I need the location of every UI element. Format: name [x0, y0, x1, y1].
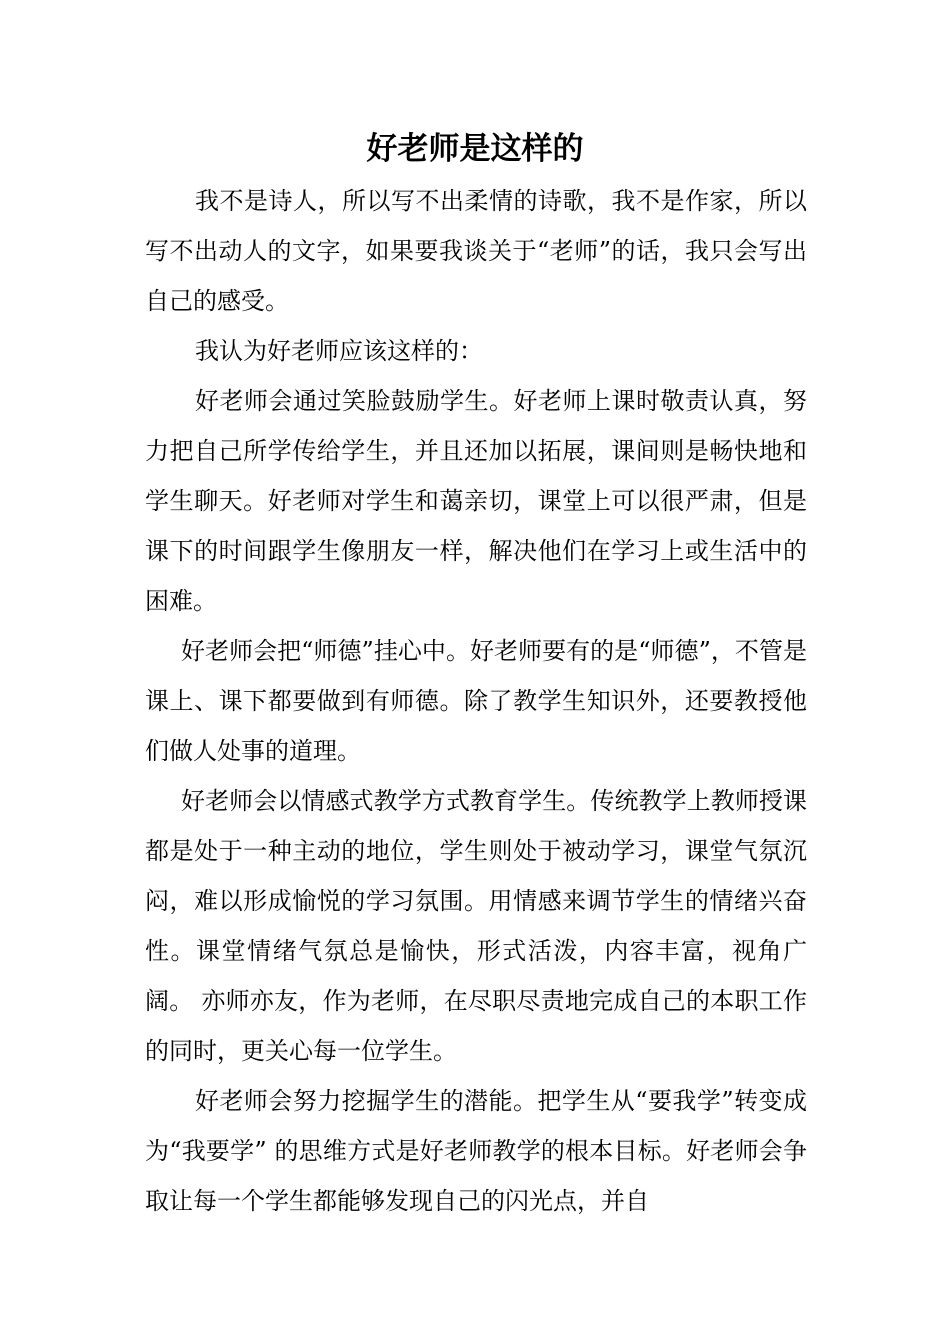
- paragraph-potential: 好老师会努力挖掘学生的潜能。把学生从“要我学”转变成为“我要学” 的思维方式是好老师教学的根本目标。好老师会争取让每一个学生都能够发现自己的闪光点，并自: [145, 1087, 807, 1215]
- paragraph-emotion: 好老师会以情感式教学方式教育学生。传统教学上教师授课都是处于一种主动的地位，学生则处于被动学习，课堂气氛沉闷，难以形成愉悦的学习氛围。用情感来调节学生的情绪兴奋性。课堂情绪气氛总是愉快，形式活泼，内容丰富，视角广阔。 亦师亦友，作为老师，在尽职尽责地完成自己的本职工作的同时，更关心每一位学生。: [145, 787, 807, 1065]
- paragraph-intro: 我不是诗人，所以写不出柔情的诗歌，我不是作家，所以写不出动人的文字，如果要我谈关于“老师”的话，我只会写出自己的感受。: [145, 187, 807, 315]
- paragraph-opinion: 我认为好老师应该这样的：: [195, 337, 483, 365]
- paragraph-smile: 好老师会通过笑脸鼓励学生。好老师上课时敬责认真，努力把自己所学传给学生，并且还加以拓展，课间则是畅快地和学生聊天。好老师对学生和蔼亲切，课堂上可以很严肃，但是课下的时间跟学生像朋友一样，解决他们在学习上或生活中的困难。: [145, 387, 807, 615]
- document-body: [145, 176, 807, 1226]
- paragraph-ethics: 好老师会把“师德”挂心中。好老师要有的是“师德”，不管是课上、课下都要做到有师德。除了教学生知识外，还要教授他们做人处事的道理。: [145, 637, 807, 765]
- document-title: 好老师是这样的: [366, 131, 584, 167]
